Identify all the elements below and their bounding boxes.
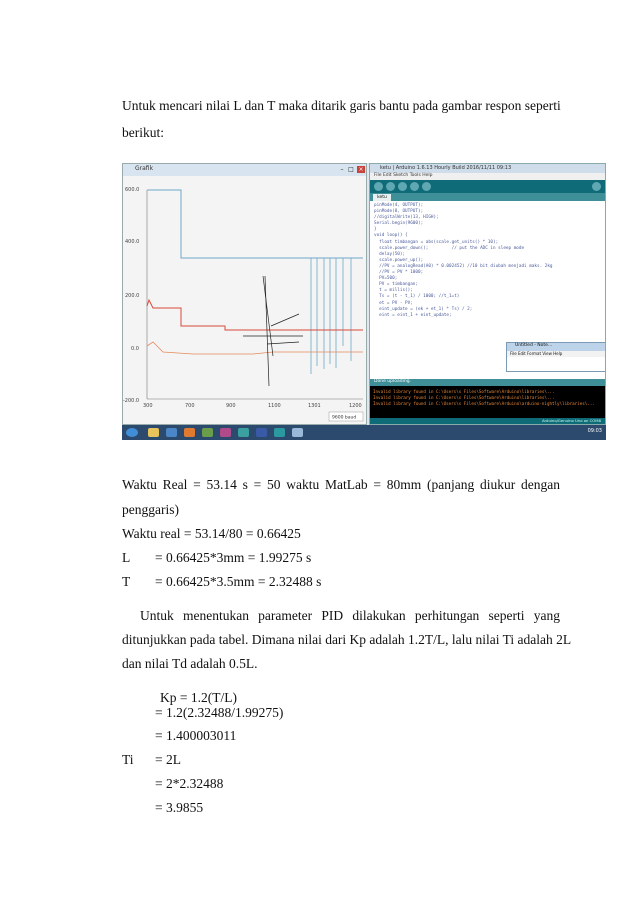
start-icon[interactable] xyxy=(126,428,138,437)
waktu-real: Waktu real = 53.14/80 = 0.66425 xyxy=(122,526,301,541)
ti-label: Ti xyxy=(122,752,134,767)
baud-label: 9600 baud xyxy=(332,415,357,421)
code-line: //PV = analogRead(A0) * 0.002452) //10 bit diubah menjadi maks. 2kg xyxy=(374,263,553,269)
x-tick-4: 1100 xyxy=(268,403,281,409)
waktu-line-1: Waktu Real = 53.14 s = 50 waktu MatLab = 80mm (panjang diukur dengan xyxy=(122,477,560,492)
ide-titlebar xyxy=(370,164,605,173)
y-tick-4: 0.0 xyxy=(131,346,139,352)
tab-sketch[interactable]: ketu xyxy=(373,194,391,201)
plot-window xyxy=(122,163,367,425)
response-screenshot xyxy=(122,163,606,440)
code-line: t = millis(); xyxy=(374,288,413,294)
code-line: float timbangan = abs(scale.get_units() * 10); xyxy=(374,239,499,245)
code-line: pinMode(8, OUTPUT); xyxy=(374,209,424,215)
ti-step-3: = 3.9855 xyxy=(155,800,204,815)
code-line: eint = eint_1 + eint_update; xyxy=(374,312,452,318)
code-line: delay(50); xyxy=(374,251,406,257)
x-tick-1: 300 xyxy=(143,403,153,409)
code-line: pinMode(4, OUTPUT); xyxy=(374,203,424,208)
intro-line-1: Untuk mencari nilai L dan T maka ditarik garis bantu pada gambar respon seperti xyxy=(122,98,561,113)
open-icon[interactable] xyxy=(410,182,419,191)
x-tick-5: 1301 xyxy=(308,403,321,409)
response-plot xyxy=(123,176,366,424)
y-tick-1: 600.0 xyxy=(125,187,140,193)
waktu-line-2: penggaris) xyxy=(122,502,179,517)
notepad-window xyxy=(506,342,606,372)
arduino-icon[interactable] xyxy=(274,428,285,437)
notepad-icon[interactable] xyxy=(292,428,303,437)
ide-footer: Arduino/Genuino Uno on COM8 xyxy=(370,418,605,424)
x-tick-6: 1200 xyxy=(349,403,362,409)
kp-formula: Kp = 1.2(T/L) xyxy=(160,690,237,705)
ide-toolbar xyxy=(370,180,605,193)
x-tick-2: 700 xyxy=(185,403,195,409)
kp-step-2: = 1.400003011 xyxy=(155,728,237,743)
code-line: Serial.begin(9600); xyxy=(374,221,424,227)
taskbar xyxy=(122,425,606,440)
minimize-icon[interactable]: – xyxy=(340,166,344,173)
code-line: et = PV - PV; xyxy=(374,300,413,306)
console-line: Invalid library found in C:\Users\s Files\Software\Arduino\arduino-nightly\libraries\... xyxy=(373,401,595,406)
plot-window-title: Grafik xyxy=(135,165,154,172)
ti-step-1: = 2L xyxy=(155,752,181,767)
y-tick-2: 400.0 xyxy=(125,239,140,245)
console-status: Done uploading. xyxy=(370,379,605,386)
code-line: void loop() { xyxy=(374,233,408,239)
code-line: eint_update = (ek + et_1) * Ts) / 2; xyxy=(374,306,473,312)
kp-step-1: = 1.2(2.32488/1.99275) xyxy=(155,705,284,720)
notepad-title: Untitled - Note... xyxy=(507,343,605,351)
L-value: = 0.66425*3mm = 1.99275 s xyxy=(155,550,312,565)
x-tick-3: 900 xyxy=(226,403,236,409)
pid-line-1: Untuk menentukan parameter PID dilakukan perhitungan seperti yang xyxy=(140,608,560,623)
browser-icon[interactable] xyxy=(166,428,177,437)
ti-step-2: = 2*2.32488 xyxy=(155,776,224,791)
pid-line-2: ditunjukkan pada tabel. Dimana nilai dari Kp adalah 1.2T/L, lalu nilai Ti adalah 2L xyxy=(122,632,572,647)
notepad-menu[interactable]: File Edit Format View Help xyxy=(507,351,605,357)
console-line: Invalid library found in C:\Users\s Files\Software\Arduino\libraries\... xyxy=(373,395,555,400)
plot-titlebar xyxy=(123,164,366,176)
maximize-icon[interactable]: □ xyxy=(348,166,354,173)
T-value: = 0.66425*3.5mm = 2.32488 s xyxy=(155,574,322,589)
code-line: scale.power_up(); xyxy=(374,257,424,263)
upload-icon[interactable] xyxy=(386,182,395,191)
code-line: } xyxy=(374,227,377,233)
verify-icon[interactable] xyxy=(374,182,383,191)
media-icon[interactable] xyxy=(184,428,195,437)
console-line: Invalid library found in C:\Users\s Files\Software\Arduino\libraries\... xyxy=(373,389,555,394)
clock: 09:03 xyxy=(587,428,602,434)
pid-line-3: dan nilai Td adalah 0.5L. xyxy=(122,656,258,671)
arduino-ide-window xyxy=(369,163,606,425)
y-tick-3: 200.0 xyxy=(125,293,140,299)
app-icon[interactable] xyxy=(202,428,213,437)
ide-title: ketu | Arduino 1.6.13 Hourly Build 2016/11/11 09:13 xyxy=(380,165,512,171)
code-line: Ts = (t - t_1) / 1000; //t_1=t) xyxy=(374,294,460,300)
ide-menu[interactable]: File Edit Sketch Tools Help xyxy=(370,173,605,180)
intro-line-2: berikut: xyxy=(122,125,164,140)
T-label: T xyxy=(122,574,131,589)
word-icon[interactable] xyxy=(256,428,267,437)
code-line: PV=500; xyxy=(374,276,398,282)
save-icon[interactable] xyxy=(422,182,431,191)
new-icon[interactable] xyxy=(398,182,407,191)
code-line: PV = timbangan; xyxy=(374,282,418,288)
app-icon[interactable] xyxy=(220,428,231,437)
y-tick-5: -200.0 xyxy=(123,398,140,404)
code-line: //PV = PV * 1000; xyxy=(374,270,424,276)
ide-console xyxy=(370,379,605,424)
close-icon[interactable]: × xyxy=(358,166,364,173)
code-line: scale.power_down(); // put the ADC in sleep mode xyxy=(374,245,525,251)
app-icon[interactable] xyxy=(238,428,249,437)
L-label: L xyxy=(122,550,131,565)
serial-monitor-icon[interactable] xyxy=(592,182,601,191)
ide-tabbar xyxy=(370,193,605,201)
code-line: //digitalWrite(13, HIGH); xyxy=(374,215,439,221)
explorer-icon[interactable] xyxy=(148,428,159,437)
